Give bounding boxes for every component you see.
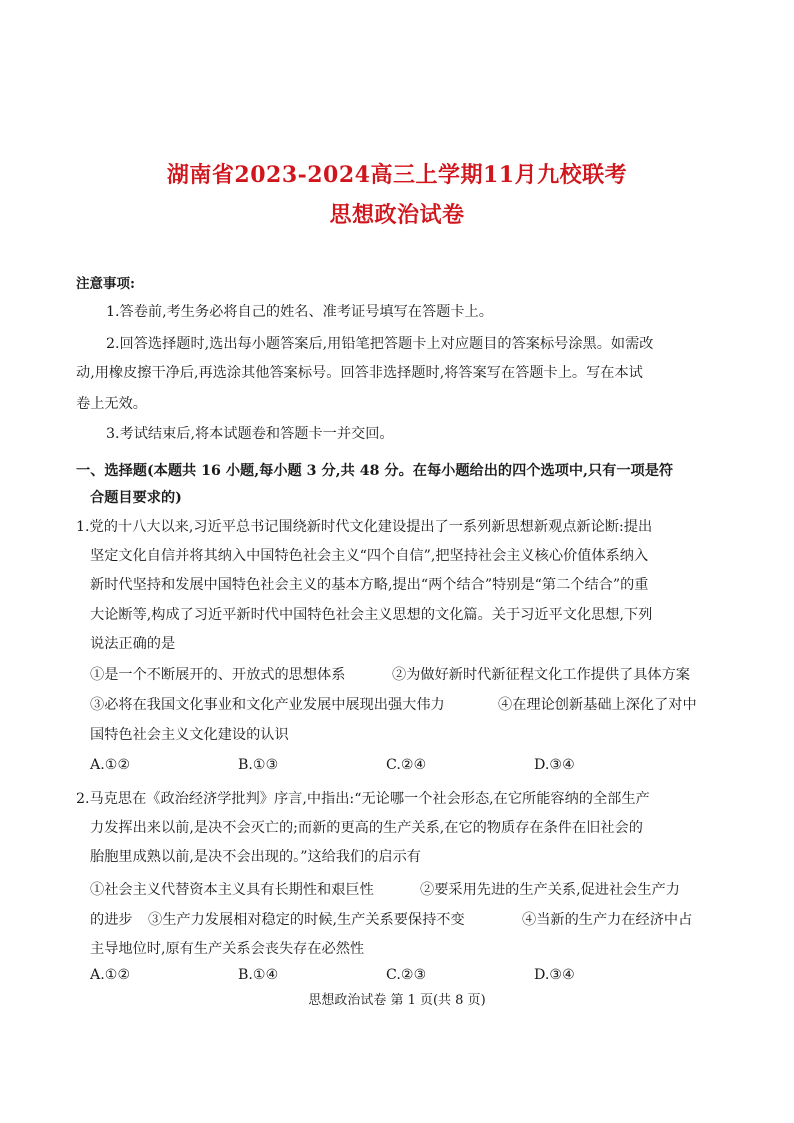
q2-stem-line-3: 胎胞里成熟以前,是决不会出现的。”这给我们的启示有 — [90, 849, 421, 865]
q1-statement-3: ③必将在我国文化事业和文化产业发展中展现出强大伟力 — [90, 697, 445, 713]
q1-option-d: D.③④ — [534, 757, 575, 773]
q2-option-b: B.①④ — [238, 967, 279, 983]
notes-item-2-line-2: 动,用橡皮擦干净后,再选涂其他答案标号。回答非选择题时,将答案写在答题卡上。写在本试 — [76, 365, 643, 381]
exam-subtitle: 思想政治试卷 — [329, 202, 465, 228]
q1-stem-line-1: 1.党的十八大以来,习近平总书记围绕新时代文化建设提出了一系列新思想新观点新论断:提出 — [76, 519, 653, 535]
q2-statement-4b: 主导地位时,原有生产关系会丧失存在必然性 — [90, 941, 365, 957]
notes-heading: 注意事项: — [76, 276, 135, 292]
q2-stem-line-1: 2.马克思在《政治经济学批判》序言,中指出:“无论哪一个社会形态,在它所能容纳的全部生产 — [76, 791, 650, 807]
q2-statement-3: ③生产力发展相对稳定的时候,生产关系要保持不变 — [148, 912, 465, 928]
q2-statement-1: ①社会主义代替资本主义具有长期性和艰巨性 — [90, 882, 374, 898]
q2-statement-4a: ④当新的生产力在经济中占 — [522, 912, 693, 928]
q1-option-c: C.②④ — [386, 757, 427, 773]
exam-title: 湖南省2023-2024高三上学期11月九校联考 — [166, 162, 628, 188]
notes-item-2-line-1: 2.回答选择题时,选出每小题答案后,用铅笔把答题卡上对应题目的答案标号涂黑。如需改 — [106, 336, 654, 352]
q2-option-a: A.①② — [90, 967, 131, 983]
section-heading-line-2: 合题目要求的) — [90, 490, 182, 506]
q1-stem-line-2: 坚定文化自信并将其纳入中国特色社会主义“四个自信”,把坚持社会主义核心价值体系纳入 — [90, 548, 649, 564]
section-heading-line-1: 一、选择题(本题共 16 小题,每小题 3 分,共 48 分。在每小题给出的四个选项中,只有一项是符 — [76, 463, 674, 479]
q1-stem-line-5: 说法正确的是 — [90, 636, 176, 652]
q2-option-d: D.③④ — [534, 967, 575, 983]
q1-stem-line-4: 大论断等,构成了习近平新时代中国特色社会主义思想的文化篇。关于习近平文化思想,下列 — [90, 607, 653, 623]
notes-item-2-line-3: 卷上无效。 — [76, 396, 147, 412]
q2-stem-line-2: 力发挥出来以前,是决不会灭亡的;而新的更高的生产关系,在它的物质存在条件在旧社会的 — [90, 820, 643, 836]
page-footer: 思想政治试卷 第 1 页(共 8 页) — [308, 993, 486, 1008]
notes-item-3: 3.考试结束后,将本试题卷和答题卡一并交回。 — [106, 426, 394, 442]
q1-statement-4b: 国特色社会主义文化建设的认识 — [90, 727, 289, 743]
q2-statement-2b: 的进步 — [90, 912, 133, 928]
q2-option-c: C.②③ — [386, 967, 427, 983]
q1-stem-line-3: 新时代坚持和发展中国特色社会主义的基本方略,提出“两个结合”特别是“第二个结合”的重 — [90, 577, 649, 593]
q1-statement-4a: ④在理论创新基础上深化了对中 — [498, 697, 697, 713]
q1-option-a: A.①② — [90, 757, 131, 773]
q1-statement-1: ①是一个不断展开的、开放式的思想体系 — [90, 667, 346, 683]
notes-item-1: 1.答卷前,考生务必将自己的姓名、准考证号填写在答题卡上。 — [106, 304, 493, 320]
q2-statement-2a: ②要采用先进的生产关系,促进社会生产力 — [420, 882, 680, 898]
q1-option-b: B.①③ — [238, 757, 279, 773]
q1-statement-2: ②为做好新时代新征程文化工作提供了具体方案 — [392, 667, 690, 683]
